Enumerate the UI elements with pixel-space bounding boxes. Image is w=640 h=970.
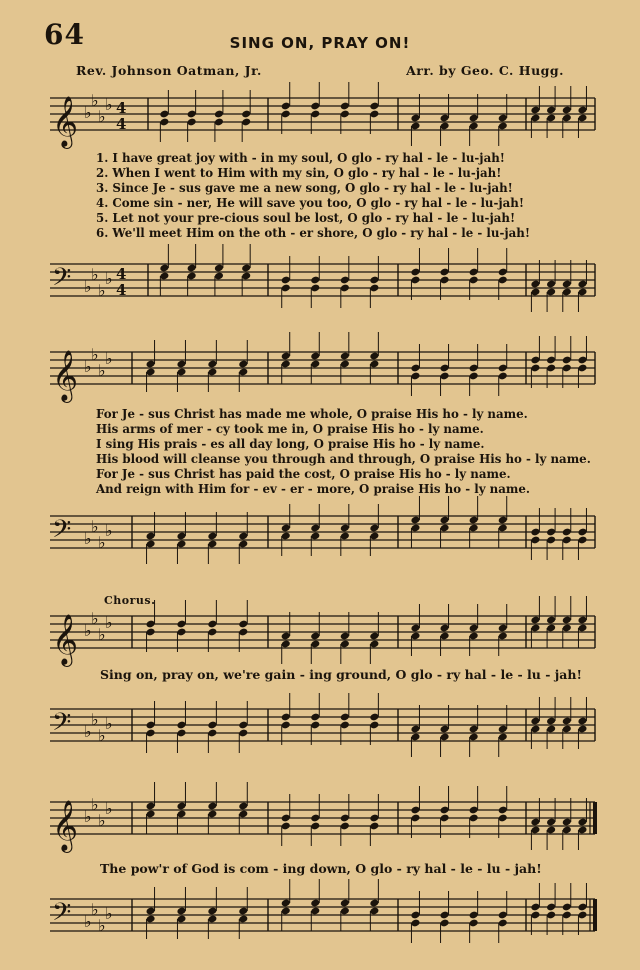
flat-icon: ♭ [98,625,106,644]
verse-lyrics-part1 [96,151,596,241]
lyric-line: 5. Let not your pre-cious soul be lost, O glo - ry hal - le - lu-jah! [96,211,516,225]
bass-clef-icon: 𝄢 [52,898,72,933]
treble-staff [40,795,600,851]
hymn-title: SING ON, PRAY ON! [229,34,411,52]
flat-icon: ♭ [84,277,92,296]
bass-staff [40,258,600,306]
page-number: 64 [44,18,85,51]
flat-icon: ♭ [105,904,113,923]
lyric-line: 6. We'll meet Him on the oth - er shore, O glo - ry hal - le - lu-jah! [96,226,531,240]
time-signature: 4 [116,265,127,283]
flat-icon: ♭ [98,533,106,552]
author-credit: Rev. Johnson Oatman, Jr. [76,63,262,78]
lyric-line: 2. When I went to Him with my sin, O glo - ry hal - le - lu-jah! [96,166,502,180]
flat-icon: ♭ [91,265,99,284]
flat-icon: ♭ [105,613,113,632]
treble-clef-icon: 𝄞 [52,350,79,401]
chorus-label: Chorus. [104,594,156,607]
flat-icon: ♭ [84,807,92,826]
lyric-line: 4. Come sin - ner, He will save you too, O glo - ry hal - le - lu-jah! [96,196,525,210]
bass-staff [40,893,600,941]
lyric-line: 1. I have great joy with - in my soul, O glo - ry hal - le - lu-jah! [96,151,505,165]
treble-clef-icon: 𝄞 [52,800,79,851]
chorus-lyric-line: Sing on, pray on, we're gain - ing ground, O glo - ry hal - le - lu - jah! [100,667,582,682]
bass-clef-icon: 𝄢 [52,708,72,743]
lyric-line: His blood will cleanse you through and through, O praise His ho - ly name. [96,452,591,466]
flat-icon: ♭ [91,710,99,729]
time-signature: 4 [116,99,127,117]
arranger-credit: Arr. by Geo. C. Hugg. [406,63,564,78]
flat-icon: ♭ [91,345,99,364]
lyric-line: For Je - sus Christ has made me whole, O praise His ho - ly name. [96,407,528,421]
flat-icon: ♭ [98,281,106,300]
flat-icon: ♭ [91,517,99,536]
treble-staff [40,609,600,665]
flat-icon: ♭ [91,795,99,814]
bass-clef-icon: 𝄢 [52,515,72,550]
lyric-line: His arms of mer - cy took me in, O praise His ho - ly name. [96,422,484,436]
flat-icon: ♭ [91,91,99,110]
time-signature: 4 [116,281,127,299]
flat-icon: ♭ [105,349,113,368]
lyric-line: And reign with Him for - ev - er - more, O praise His ho - ly name. [96,482,530,496]
flat-icon: ♭ [84,357,92,376]
flat-icon: ♭ [98,916,106,935]
flat-icon: ♭ [84,621,92,640]
treble-clef-icon: 𝄞 [52,614,79,665]
verse-lyrics-part2 [96,407,596,497]
bass-staff [40,510,600,558]
bass-staff [40,703,600,751]
flat-icon: ♭ [84,529,92,548]
treble-staff [40,91,600,147]
time-signature: 4 [116,115,127,133]
flat-icon: ♭ [84,722,92,741]
flat-icon: ♭ [84,103,92,122]
flat-icon: ♭ [98,811,106,830]
flat-icon: ♭ [98,726,106,745]
chorus-lyric-line: The pow'r of God is com - ing down, O glo - ry hal - le - lu - jah! [100,861,542,876]
flat-icon: ♭ [98,361,106,380]
treble-clef-icon: 𝄞 [52,96,79,147]
flat-icon: ♭ [105,799,113,818]
lyric-line: 3. Since Je - sus gave me a new song, O glo - ry hal - le - lu-jah! [96,181,513,195]
treble-staff [40,345,600,401]
bass-clef-icon: 𝄢 [52,263,72,298]
flat-icon: ♭ [91,609,99,628]
flat-icon: ♭ [98,107,106,126]
lyric-line: For Je - sus Christ has paid the cost, O praise His ho - ly name. [96,467,511,481]
flat-icon: ♭ [105,521,113,540]
flat-icon: ♭ [84,912,92,931]
lyric-line: I sing His prais - es all day long, O praise His ho - ly name. [96,437,485,451]
flat-icon: ♭ [105,269,113,288]
flat-icon: ♭ [91,900,99,919]
flat-icon: ♭ [105,95,113,114]
flat-icon: ♭ [105,714,113,733]
